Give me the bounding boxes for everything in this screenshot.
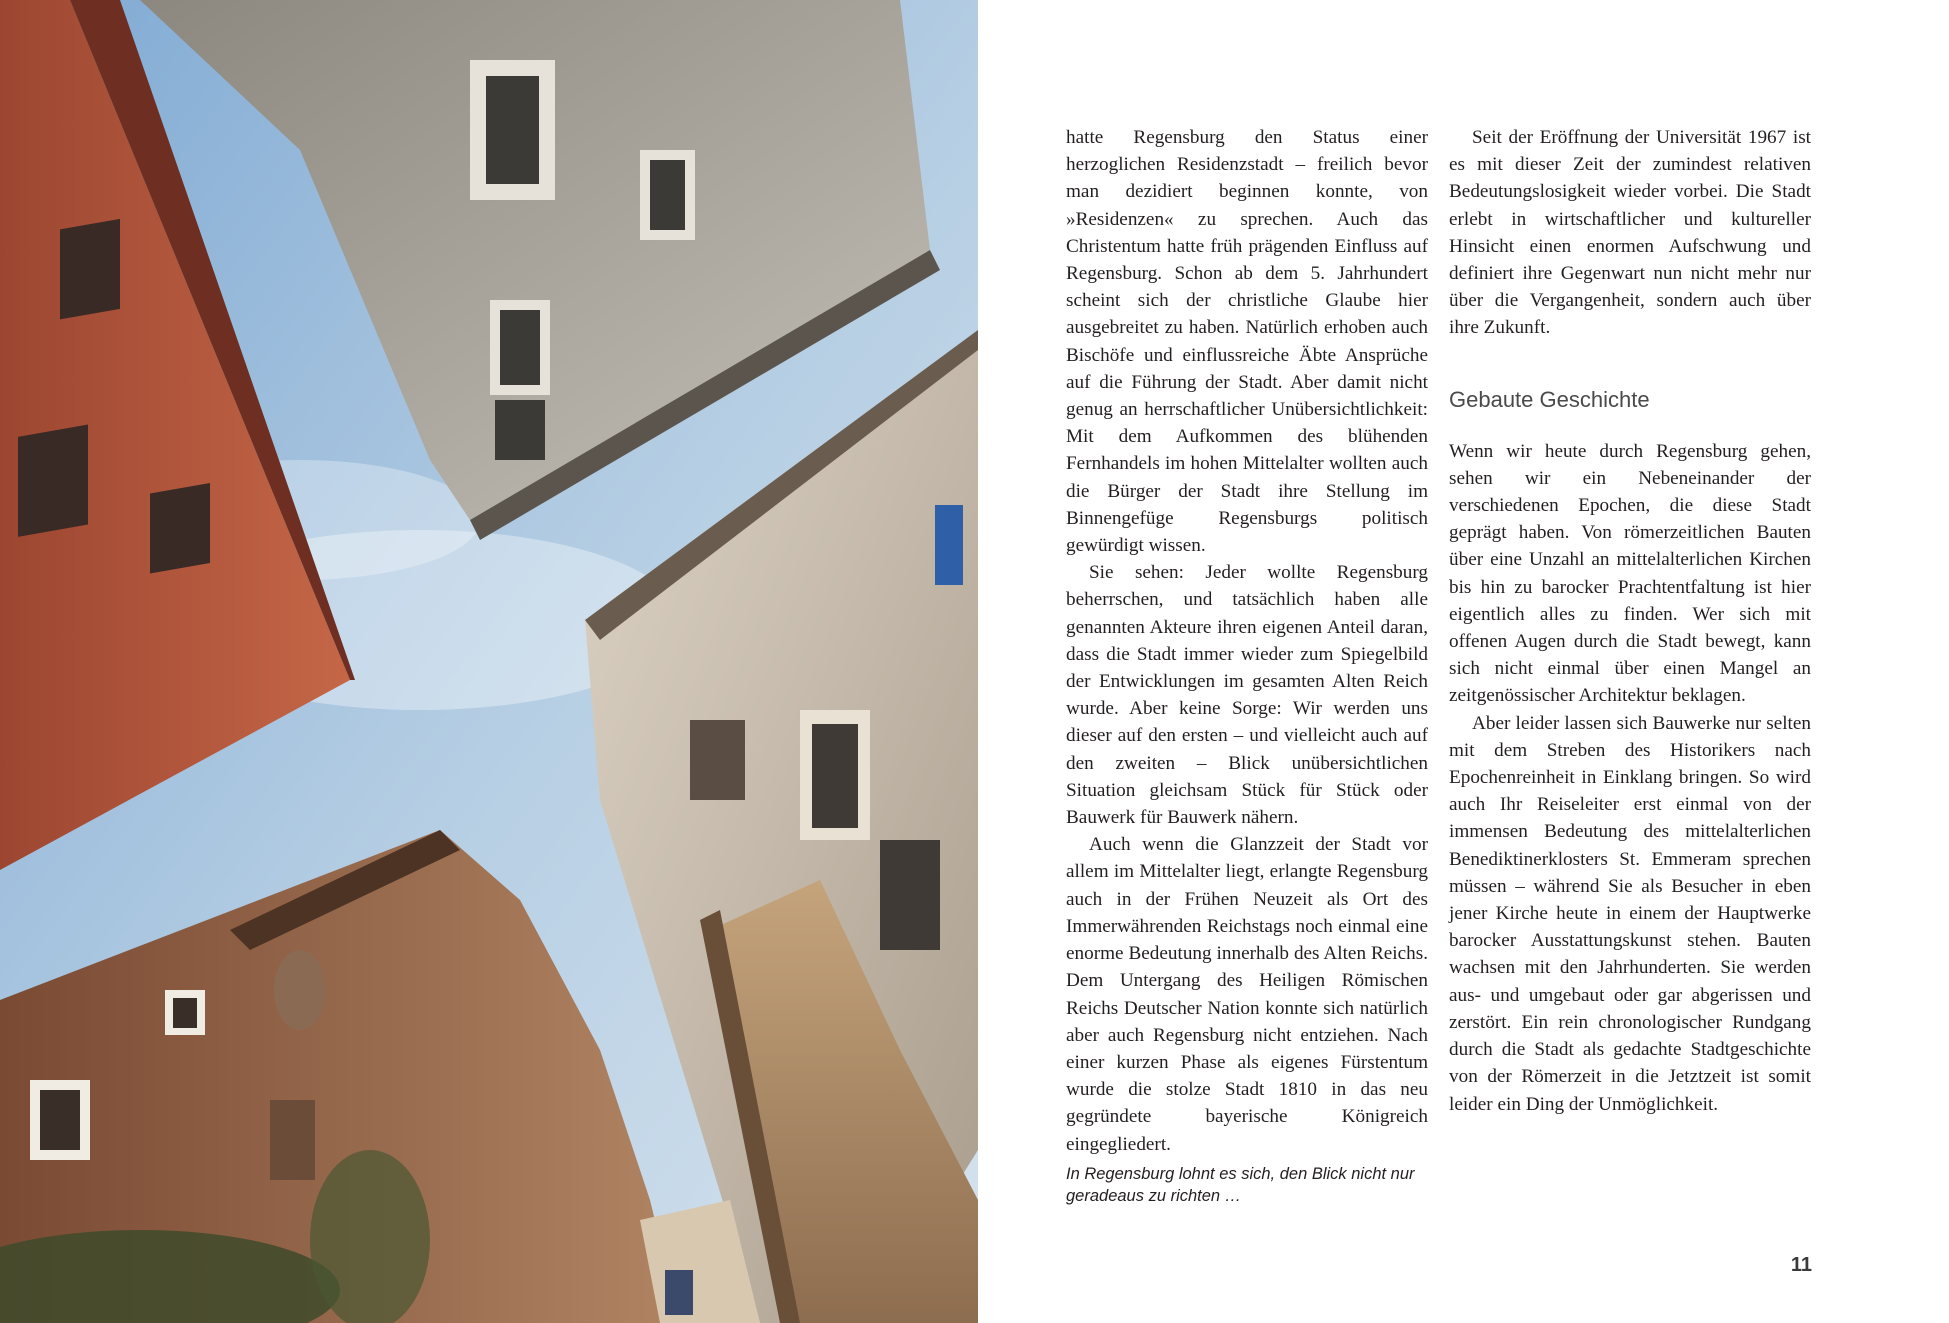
page-number: 11: [1790, 1254, 1812, 1276]
text-column-left: [1066, 124, 1428, 1158]
text-column-right: [1449, 124, 1811, 1118]
paragraph: Auch wenn die Glanzzeit der Stadt vor allem im Mittelalter liegt, erlangte Regensburg auch in der Frühen Neuzeit als Ort des Immerwährenden Reichstags noch einmal eine enorme Bedeutung innerhalb des Alten Reichs. Dem Untergang des Heiligen Römischen Reichs Deutscher Nation konnte sich natürlich aber auch Regensburg nicht entziehen. Nach einer kurzen Phase als eigenes Fürstentum wurde die stolze Stadt 1810 in das neu gegründete bayerische Königreich eingegliedert.: [1066, 834, 1428, 1155]
section-heading: Gebaute Geschichte: [1449, 386, 1650, 412]
paragraph: Aber leider lassen sich Bauwerke nur selten mit dem Streben des Historikers nach Epochenreinheit in Einklang bringen. So wird auch Ihr Reiseleiter erst einmal von der immensen Bedeutung des mittelalterlichen Benediktinerklosters St. Emmeram sprechen müssen – während Sie als Besucher in eben jener Kirche heute in einem der Hauptwerke barocker Ausstattungskunst stehen. Bauten wachsen mit den Jahrhunderten. Sie werden aus- und umgebaut oder gar abgerissen und zerstört. Ein rein chronologischer Rundgang durch die Stadt als gedachte Stadtgeschichte von der Römerzeit in die Jetztzeit ist somit leider ein Ding der Unmöglichkeit.: [1449, 712, 1811, 1115]
paragraph: Sie sehen: Jeder wollte Regensburg beherrschen, und tatsächlich haben alle genannten Akteure ihren eigenen Anteil daran, dass die Stadt immer wieder zum Spiegelbild der Entwicklungen im gesamten Alten Reich wurde. Aber keine Sorge: Wir werden uns dieser auf den ersten – und vielleicht auch auf den zweiten – Blick unübersichtlichen Situation gleichsam Stück für Stück oder Bauwerk für Bauwerk nähern.: [1066, 562, 1428, 829]
paragraph: Seit der Eröffnung der Universität 1967 ist es mit dieser Zeit der zumindest relativen Bedeutungslosigkeit wieder vorbei. Die Stadt erlebt in wirtschaftlicher und kultureller Hinsicht einen enormen Aufschwung und definiert ihre Gegenwart nun nicht mehr nur über die Vergangenheit, sondern auch über ihre Zukunft.: [1449, 127, 1811, 339]
photo-caption: In Regensburg lohnt es sich, den Blick nicht nur geradeaus zu richten …: [1066, 1165, 1415, 1205]
paragraph: Wenn wir heute durch Regensburg gehen, sehen wir ein Nebeneinander der verschiedenen Epochen, die diese Stadt geprägt haben. Von römerzeitlichen Bauten über eine Unzahl an mittelalterlichen Kirchen bis hin zu barocker Prachtentfaltung ist hier eigentlich alles zu finden. Wer sich mit offenen Augen durch die Stadt bewegt, kann sich nicht einmal über einen Mangel an zeitgenössischer Architektur beklagen.: [1449, 440, 1811, 707]
paragraph: hatte Regensburg den Status einer herzoglichen Residenzstadt – freilich bevor man dezidiert beginnen konnte, von »Residenzen« zu sprechen. Auch das Christentum hatte früh prägenden Einfluss auf Regensburg. Schon ab dem 5. Jahrhundert scheint sich der christliche Glaube hier ausgebreitet zu haben. Natürlich erhoben auch Bischöfe und einflussreiche Äbte Ansprüche auf die Führung der Stadt. Aber damit nicht genug an herrschaftlicher Unübersichtlichkeit: Mit dem Aufkommen des blühenden Fernhandels im hohen Mittelalter wollten auch die Bürger der Stadt ihre Stellung im Binnengefüge Regensburgs politisch gewürdigt wissen.: [1066, 127, 1428, 557]
